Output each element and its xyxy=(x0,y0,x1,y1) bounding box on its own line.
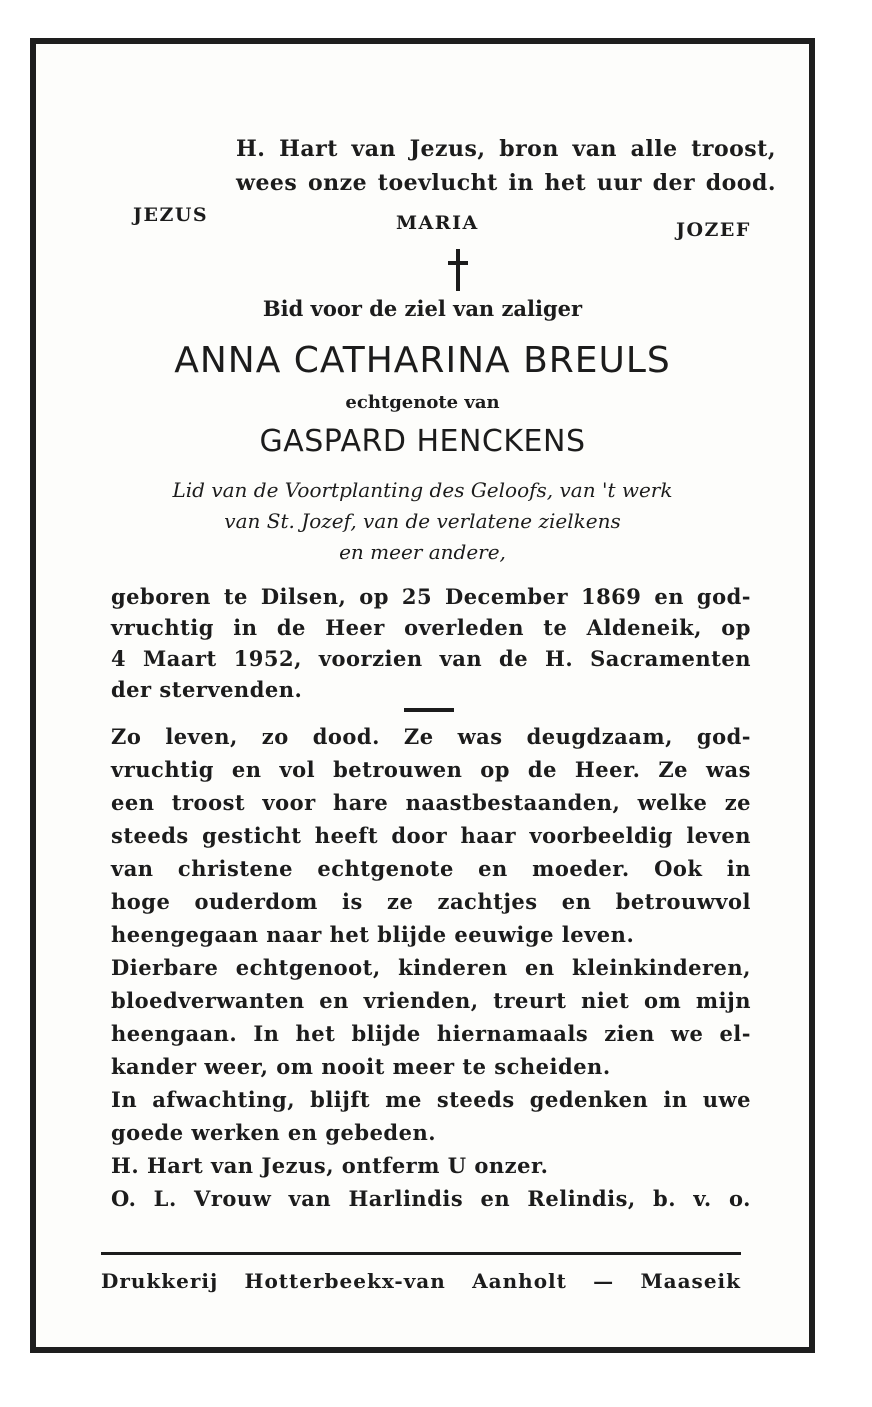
printer-credit: Drukkerij Hotterbeekx-van Aanholt — Maaseik xyxy=(101,1269,741,1293)
eulogy-line-15: O. L. Vrouw van Harlindis en Relindis, b. v. o. xyxy=(111,1186,751,1211)
membership-line-3: en meer andere, xyxy=(339,540,506,564)
holy-name-jozef: JOZEF xyxy=(676,219,751,241)
holy-name-maria: MARIA xyxy=(396,212,479,234)
spouse-name: GASPARD HENCKENS xyxy=(259,424,586,459)
life-details-line-1: geboren te Dilsen, op 25 December 1869 en god- xyxy=(111,584,751,609)
prayer-request: Bid voor de ziel van zaliger xyxy=(262,296,583,321)
eulogy-line-10: heengaan. In het blijde hiernamaals zien we el- xyxy=(111,1021,751,1046)
eulogy-line-3: een troost voor hare naastbestaanden, welke ze xyxy=(111,790,751,815)
memorial-card xyxy=(30,38,815,1353)
eulogy-line-1: Zo leven, zo dood. Ze was deugdzaam, god- xyxy=(111,724,751,749)
eulogy-line-11: kander weer, om nooit meer te scheiden. xyxy=(111,1054,611,1079)
eulogy-line-14: H. Hart van Jezus, ontferm U onzer. xyxy=(111,1153,549,1178)
eulogy-line-2: vruchtig en vol betrouwen op de Heer. Ze was xyxy=(111,757,751,782)
deceased-name: ANNA CATHARINA BREULS xyxy=(174,340,671,381)
footer-rule xyxy=(101,1252,741,1255)
life-details-line-3: 4 Maart 1952, voorzien van de H. Sacramenten xyxy=(111,646,751,671)
holy-name-jezus: JEZUS xyxy=(133,204,209,226)
eulogy-line-5: van christene echtgenote en moeder. Ook in xyxy=(111,856,751,881)
life-details-line-2: vruchtig in de Heer overleden te Aldeneik, op xyxy=(111,615,751,640)
eulogy-line-7: heengegaan naar het blijde eeuwige leven. xyxy=(111,922,635,947)
membership-line-1: Lid van de Voortplanting des Geloofs, van 't werk xyxy=(172,478,673,502)
membership-line-2: van St. Jozef, van de verlatene zielkens xyxy=(224,509,621,533)
spouse-label: echtgenote van xyxy=(345,392,500,413)
eulogy-line-4: steeds gesticht heeft door haar voorbeeldig leven xyxy=(111,823,751,848)
prayer-line-2: wees onze toevlucht in het uur der dood. xyxy=(236,170,776,196)
life-details-line-4: der stervenden. xyxy=(111,677,303,702)
eulogy-line-9: bloedverwanten en vrienden, treurt niet om mijn xyxy=(111,988,751,1013)
eulogy-line-8: Dierbare echtgenoot, kinderen en kleinkinderen, xyxy=(111,955,751,980)
prayer-line-1: H. Hart van Jezus, bron van alle troost, xyxy=(236,136,776,162)
cross-icon xyxy=(448,249,468,291)
eulogy-line-13: goede werken en gebeden. xyxy=(111,1120,437,1145)
eulogy-line-12: In afwachting, blijft me steeds gedenken in uwe xyxy=(111,1087,751,1112)
section-divider xyxy=(404,708,454,712)
eulogy-line-6: hoge ouderdom is ze zachtjes en betrouwvol xyxy=(111,889,751,914)
